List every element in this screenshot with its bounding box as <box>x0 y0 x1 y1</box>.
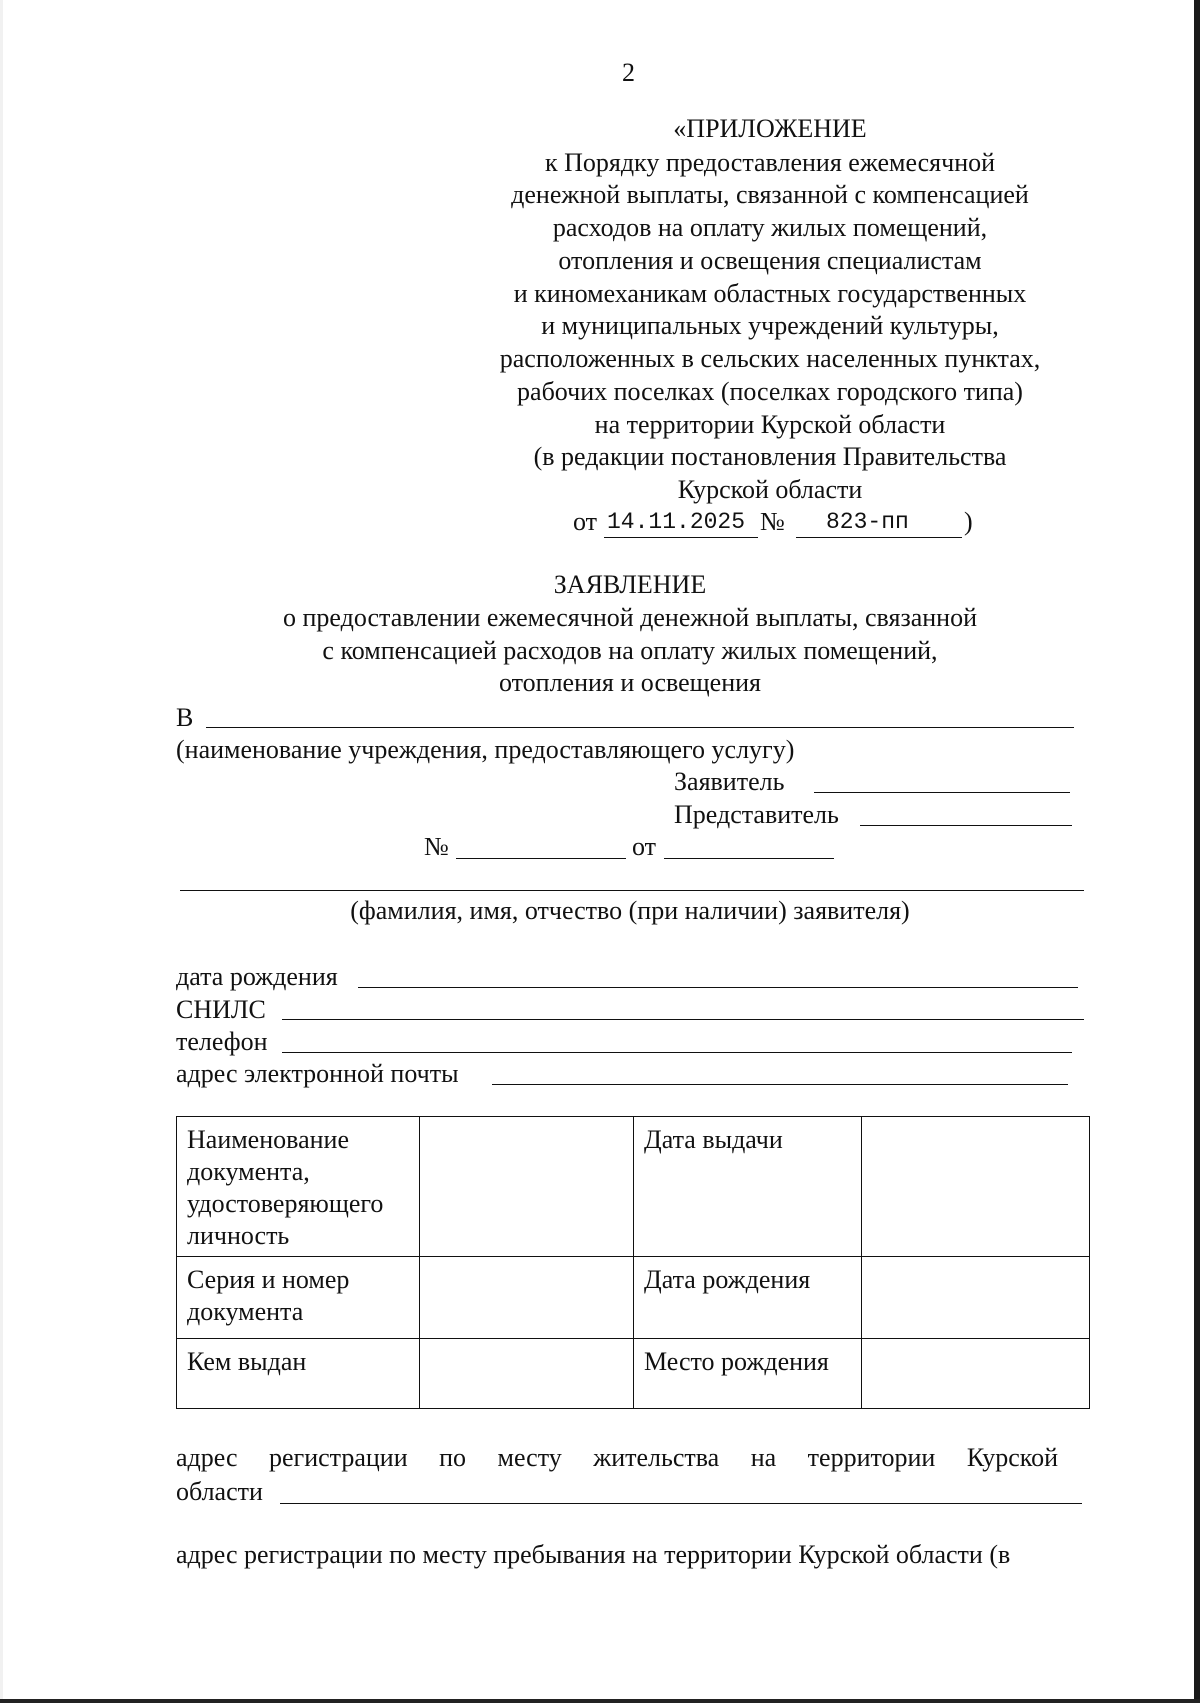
institution-hint: (наименование учреждения, предоставляющего услугу) <box>176 735 795 764</box>
fio-hint: (фамилия, имя, отчество (при наличии) заявителя) <box>350 896 910 925</box>
representative-field[interactable] <box>860 825 1072 826</box>
appendix-line: отопления и освещения специалистам <box>558 246 982 275</box>
series-number-label: Серия и номер документа <box>177 1257 420 1339</box>
number-sign: № <box>760 507 785 536</box>
birth-date-value-cell[interactable] <box>862 1257 1090 1339</box>
statement-title: ЗАЯВЛЕНИЕ <box>553 570 707 599</box>
email-field[interactable] <box>492 1084 1068 1085</box>
registration-number-label: № <box>424 832 449 861</box>
issue-date-value-cell[interactable] <box>862 1117 1090 1257</box>
table-row <box>177 1117 1090 1257</box>
registration-date-label: от <box>632 832 657 861</box>
appendix-title: «ПРИЛОЖЕНИЕ <box>673 114 867 143</box>
residence-address-field[interactable] <box>280 1503 1082 1504</box>
fio-field[interactable] <box>180 890 1084 891</box>
birth-place-label: Место рождения <box>634 1339 862 1409</box>
date-underline <box>604 537 758 538</box>
phone-field[interactable] <box>282 1052 1072 1053</box>
page-number: 2 <box>622 58 635 87</box>
residence-address-line: адрес регистрации по месту жительства на территории Курской <box>176 1443 1058 1472</box>
appendix-line: и киномеханикам областных государственных <box>513 279 1027 308</box>
statement-subtitle-line: с компенсацией расходов на оплату жилых помещений, <box>322 636 938 665</box>
appendix-line: денежной выплаты, связанной с компенсацией <box>511 180 1029 209</box>
snils-label: СНИЛС <box>176 995 266 1024</box>
doc-name-label: Наименование документа, удостоверяющего личность <box>177 1117 420 1257</box>
appendix-line: (в редакции постановления Правительства <box>533 442 1007 471</box>
identity-document-table <box>176 1116 1090 1409</box>
table-row <box>177 1257 1090 1339</box>
applicant-label: Заявитель <box>674 767 785 796</box>
statement-subtitle-line: отопления и освещения <box>498 668 761 697</box>
statement-subtitle-line: о предоставлении ежемесячной денежной выплаты, связанной <box>282 603 977 632</box>
issue-date-label: Дата выдачи <box>634 1117 862 1257</box>
to-label: В <box>176 703 194 732</box>
appendix-line: расходов на оплату жилых помещений, <box>552 213 988 242</box>
scan-edge-bottom <box>0 1699 1200 1703</box>
scan-edge-right <box>1194 0 1200 1703</box>
birth-date-table-label: Дата рождения <box>634 1257 862 1339</box>
issued-by-value-cell[interactable] <box>420 1339 634 1409</box>
resolution-number: 823-пп <box>826 509 909 535</box>
appendix-line: расположенных в сельских населенных пунктах, <box>499 344 1041 373</box>
appendix-line: к Порядку предоставления ежемесячной <box>544 148 996 177</box>
table-row <box>177 1339 1090 1409</box>
number-underline <box>796 537 962 538</box>
email-label: адрес электронной почты <box>176 1059 459 1088</box>
appendix-line: Курской области <box>677 475 863 504</box>
series-number-value-cell[interactable] <box>420 1257 634 1339</box>
resolution-date: 14.11.2025 <box>607 509 746 535</box>
snils-field[interactable] <box>282 1019 1084 1020</box>
phone-label: телефон <box>176 1027 268 1056</box>
issued-by-label: Кем выдан <box>177 1339 420 1409</box>
stay-address-line: адрес регистрации по месту пребывания на территории Курской области (в <box>176 1540 1011 1569</box>
closing-paren: ) <box>964 507 973 536</box>
applicant-field[interactable] <box>814 792 1070 793</box>
registration-date-field[interactable] <box>664 858 834 859</box>
representative-label: Представитель <box>674 800 839 829</box>
birth-date-label: дата рождения <box>176 962 338 991</box>
appendix-line: и муниципальных учреждений культуры, <box>541 311 999 340</box>
registration-number-field[interactable] <box>456 858 626 859</box>
birth-place-value-cell[interactable] <box>862 1339 1090 1409</box>
institution-field[interactable] <box>206 727 1074 728</box>
scan-edge-left <box>0 0 3 1703</box>
doc-name-value-cell[interactable] <box>420 1117 634 1257</box>
appendix-line: рабочих поселках (поселках городского типа) <box>517 377 1023 406</box>
birth-date-field[interactable] <box>358 987 1078 988</box>
appendix-line: на территории Курской области <box>594 410 946 439</box>
residence-address-line2: области <box>176 1477 263 1506</box>
date-prefix: от <box>573 507 598 536</box>
